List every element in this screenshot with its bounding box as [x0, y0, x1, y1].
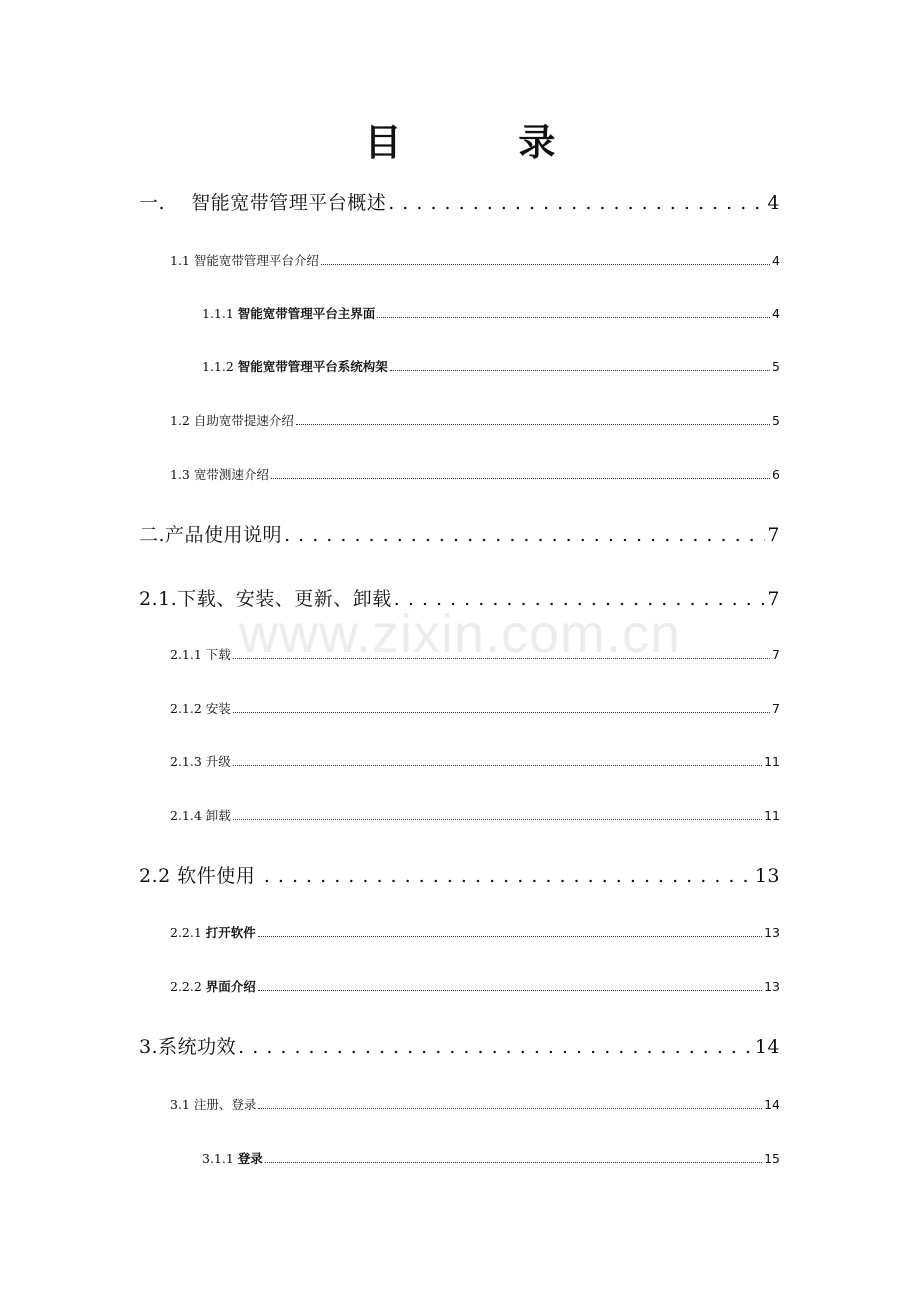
- toc-entry[interactable]: [139, 861, 780, 888]
- toc-entry-page: 7: [772, 647, 780, 662]
- toc-entry-number: 2.1.4: [170, 808, 206, 823]
- toc-entry[interactable]: [139, 584, 780, 611]
- dot-leader: [233, 764, 762, 766]
- dot-leader: [264, 865, 753, 884]
- dot-leader: [258, 989, 762, 991]
- toc-entry-text: 智能宽带管理平台介绍: [193, 253, 319, 268]
- dot-leader: [233, 657, 770, 659]
- toc-entry-number: 2.1.: [139, 588, 178, 610]
- toc-entry[interactable]: [170, 251, 780, 269]
- toc-entry-page: 7: [767, 524, 780, 546]
- toc-entry[interactable]: [170, 977, 780, 995]
- toc-entry-number: 1.1.2: [202, 359, 238, 374]
- toc-entry-page: 4: [767, 192, 780, 214]
- toc-entry-text: 升级: [205, 754, 231, 769]
- dot-leader: [258, 935, 762, 937]
- toc-entry[interactable]: [170, 699, 780, 717]
- toc-entry-page: 14: [764, 1097, 780, 1112]
- dot-leader: [388, 192, 765, 211]
- toc-entry-text: 打开软件: [205, 925, 256, 940]
- toc-entry-number: 1.2: [170, 413, 194, 428]
- toc-entry-text: 下载、安装、更新、卸载: [177, 588, 392, 610]
- toc-entry-number: 2.1.1: [170, 647, 206, 662]
- dot-leader: [233, 711, 770, 713]
- toc-entry-text: 卸载: [205, 808, 231, 823]
- toc-entry-page: 13: [764, 979, 780, 994]
- dot-leader: [284, 524, 765, 543]
- toc-entry-text: 注册、登录: [193, 1097, 257, 1112]
- toc-entry-page: 13: [764, 925, 780, 940]
- toc-entry-page: 7: [772, 701, 780, 716]
- toc-entry-number: 2.2.1: [170, 925, 206, 940]
- toc-entry-page: 5: [772, 359, 780, 374]
- toc-entry-number: 3.: [139, 1036, 159, 1058]
- toc-entry-text: 智能宽带管理平台系统构架: [237, 359, 388, 374]
- toc-entry[interactable]: [202, 1149, 780, 1167]
- dot-leader: [233, 818, 762, 820]
- toc-entry-number: 1.1.1: [202, 306, 238, 321]
- toc-entry-page: 4: [772, 253, 780, 268]
- toc-entry[interactable]: [170, 645, 780, 663]
- dot-leader: [377, 316, 770, 318]
- dot-leader: [390, 369, 770, 371]
- toc-entry-number: 3.1.1: [202, 1151, 238, 1166]
- toc-entry[interactable]: [139, 1032, 780, 1059]
- toc-entry-page: 14: [754, 1036, 780, 1058]
- toc-entry[interactable]: [202, 357, 780, 375]
- toc-entry-text: 产品使用说明: [165, 524, 283, 546]
- toc-entry[interactable]: [170, 1095, 780, 1113]
- dot-leader: [265, 1161, 762, 1163]
- toc-entry-number: 1.1: [170, 253, 194, 268]
- dot-leader: [296, 423, 770, 425]
- toc-entry-page: 15: [764, 1151, 780, 1166]
- dot-leader: [271, 477, 770, 479]
- toc-entry-text: 系统功效: [158, 1036, 237, 1058]
- toc-entry-number: 2.2.2: [170, 979, 206, 994]
- toc-entry-text: 下载: [205, 647, 231, 662]
- toc-entry[interactable]: [170, 411, 780, 429]
- toc-entry[interactable]: [170, 806, 780, 824]
- toc-entry-page: 13: [754, 865, 780, 887]
- toc-entry-page: 4: [772, 306, 780, 321]
- toc-entry-text: 宽带测速介绍: [193, 467, 269, 482]
- toc-entry-page: 11: [764, 808, 780, 823]
- toc-entry-number: 一.: [139, 192, 192, 214]
- toc-entry-page: 11: [764, 754, 780, 769]
- dot-leader: [394, 588, 766, 607]
- toc-entry-page: 5: [772, 413, 780, 428]
- toc-entry-number: 2.2: [139, 865, 178, 887]
- toc-entry[interactable]: [170, 465, 780, 483]
- toc-entry-number: 2.1.2: [170, 701, 206, 716]
- toc-entry-number: 1.3: [170, 467, 194, 482]
- toc-entry-text: 智能宽带管理平台主界面: [237, 306, 376, 321]
- toc-entry-text: 软件使用: [177, 865, 262, 887]
- toc-entry-number: 二.: [139, 524, 166, 546]
- toc-entry-text: 登录: [237, 1151, 263, 1166]
- toc-entry-text: 自助宽带提速介绍: [193, 413, 294, 428]
- toc-entry[interactable]: [139, 188, 780, 215]
- dot-leader: [321, 263, 770, 265]
- toc-entry-text: 智能宽带管理平台概述: [191, 192, 387, 214]
- dot-leader: [258, 1107, 762, 1109]
- toc-entry[interactable]: [202, 304, 780, 322]
- page-title: 目 录: [364, 121, 608, 164]
- toc-entry[interactable]: [170, 752, 780, 770]
- toc-entry-number: 3.1: [170, 1097, 194, 1112]
- toc-entry[interactable]: [139, 520, 780, 547]
- toc-entry-text: 安装: [205, 701, 231, 716]
- watermark: www.zixin.com.cn: [238, 604, 682, 664]
- toc-entry-number: 2.1.3: [170, 754, 206, 769]
- toc-entry-page: 6: [772, 467, 780, 482]
- toc-entry[interactable]: [170, 923, 780, 941]
- dot-leader: [238, 1036, 753, 1055]
- toc-entry-text: 界面介绍: [205, 979, 256, 994]
- toc-entry-page: 7: [767, 588, 780, 610]
